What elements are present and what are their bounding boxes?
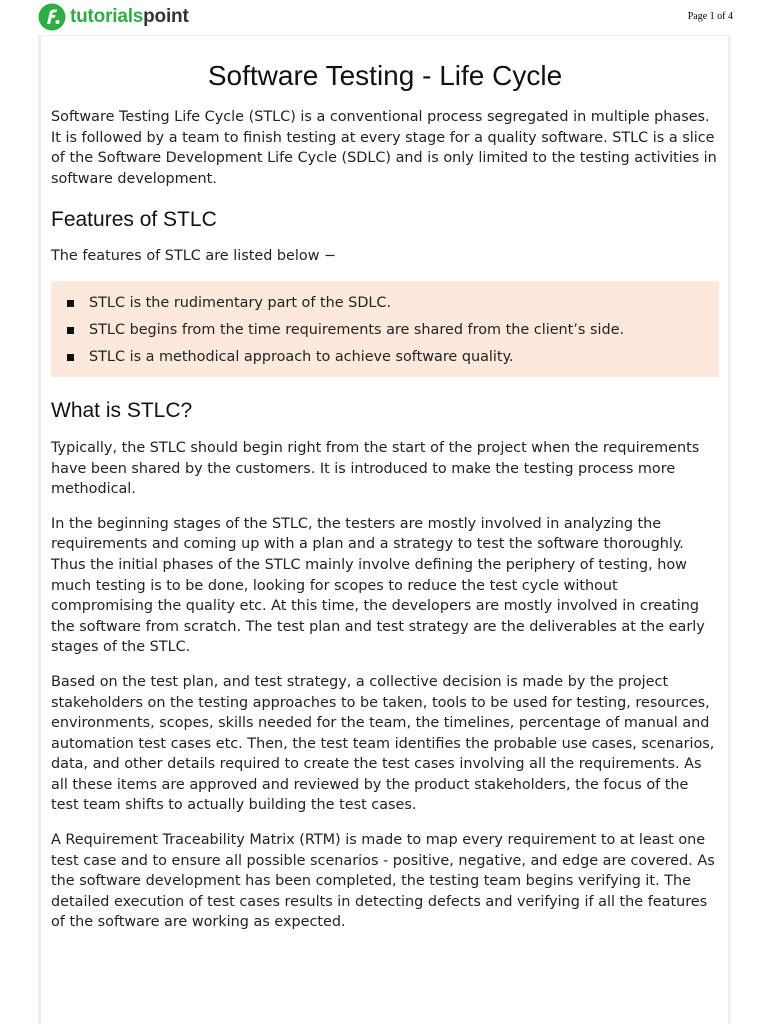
features-heading: Features of STLC: [51, 208, 217, 232]
features-lead-text: The features of STLC are listed below −: [51, 248, 337, 265]
square-bullet-icon: [67, 354, 74, 361]
brand-name-part2: point: [143, 6, 189, 27]
intro-paragraph: Software Testing Life Cycle (STLC) is a conventional process segregated in multiple phases. It is followed by a team to finish testing at every stage for a quality software. STLC is a slice of the Software Development Life Cycle (SDLC) and is only limited to the testing activities in software development.: [51, 109, 717, 187]
list-item: [67, 320, 719, 340]
feature-text: STLC begins from the time requirements are shared from the client’s side.: [89, 321, 625, 338]
square-bullet-icon: [67, 327, 74, 334]
tutorialspoint-logo[interactable]: [38, 3, 189, 31]
feature-text: STLC is the rudimentary part of the SDLC.: [89, 294, 392, 311]
what-is-stlc-heading: What is STLC?: [51, 398, 193, 422]
body-paragraph: A Requirement Traceability Matrix (RTM) is made to map every requirement to at least one test case and to ensure all possible scenarios - positive, negative, and edge are covered. As the software development has been completed, the testing team begins verifying it. The detailed execution of test cases results in detecting defects and verifying if all the features of the software are working as expected.: [51, 832, 715, 931]
list-item: [67, 293, 719, 313]
body-paragraph: Based on the test plan, and test strategy, a collective decision is made by the project stakeholders on the testing approaches to be taken, tools to be used for testing, resources, environments, scopes, skills needed for the team, the timelines, percentage of manual and automation test cases etc. Then, the test team identifies the probable use cases, scenarios, data, and other details required to create the test cases involving all the requirements. As all these items are approved and reviewed by the product stakeholders, the focus of the test team shifts to actually building the test cases.: [51, 673, 715, 814]
feature-text: STLC is a methodical approach to achieve software quality.: [89, 348, 514, 365]
tutorialspoint-logo-icon: [38, 3, 66, 31]
document-page: [38, 35, 731, 1024]
brand-name-part1: tutorials: [70, 6, 144, 27]
features-callout: [51, 281, 719, 377]
square-bullet-icon: [67, 300, 74, 307]
page-title: Software Testing - Life Cycle: [207, 60, 563, 91]
features-list: [67, 293, 719, 367]
page-header: [0, 0, 768, 34]
article-content: [51, 36, 719, 933]
brand-name: [70, 6, 189, 28]
page-indicator: Page 1 of 4: [687, 11, 733, 22]
body-paragraph: In the beginning stages of the STLC, the testers are mostly involved in analyzing the requirements and coming up with a plan and a strategy to test the software thoroughly. Thus the initial phases of the STLC mainly involve defining the periphery of testing, how much testing is to be done, looking for scopes to reduce the test cycle without compromising the quality etc. At this time, the developers are mostly involved in creating the software from scratch. The test plan and test strategy are the deliverables at the early stages of the STLC.: [51, 515, 705, 656]
body-paragraph: Typically, the STLC should begin right from the start of the project when the requirements have been shared by the customers. It is introduced to make the testing process more methodical.: [51, 439, 700, 498]
list-item: [67, 347, 719, 367]
